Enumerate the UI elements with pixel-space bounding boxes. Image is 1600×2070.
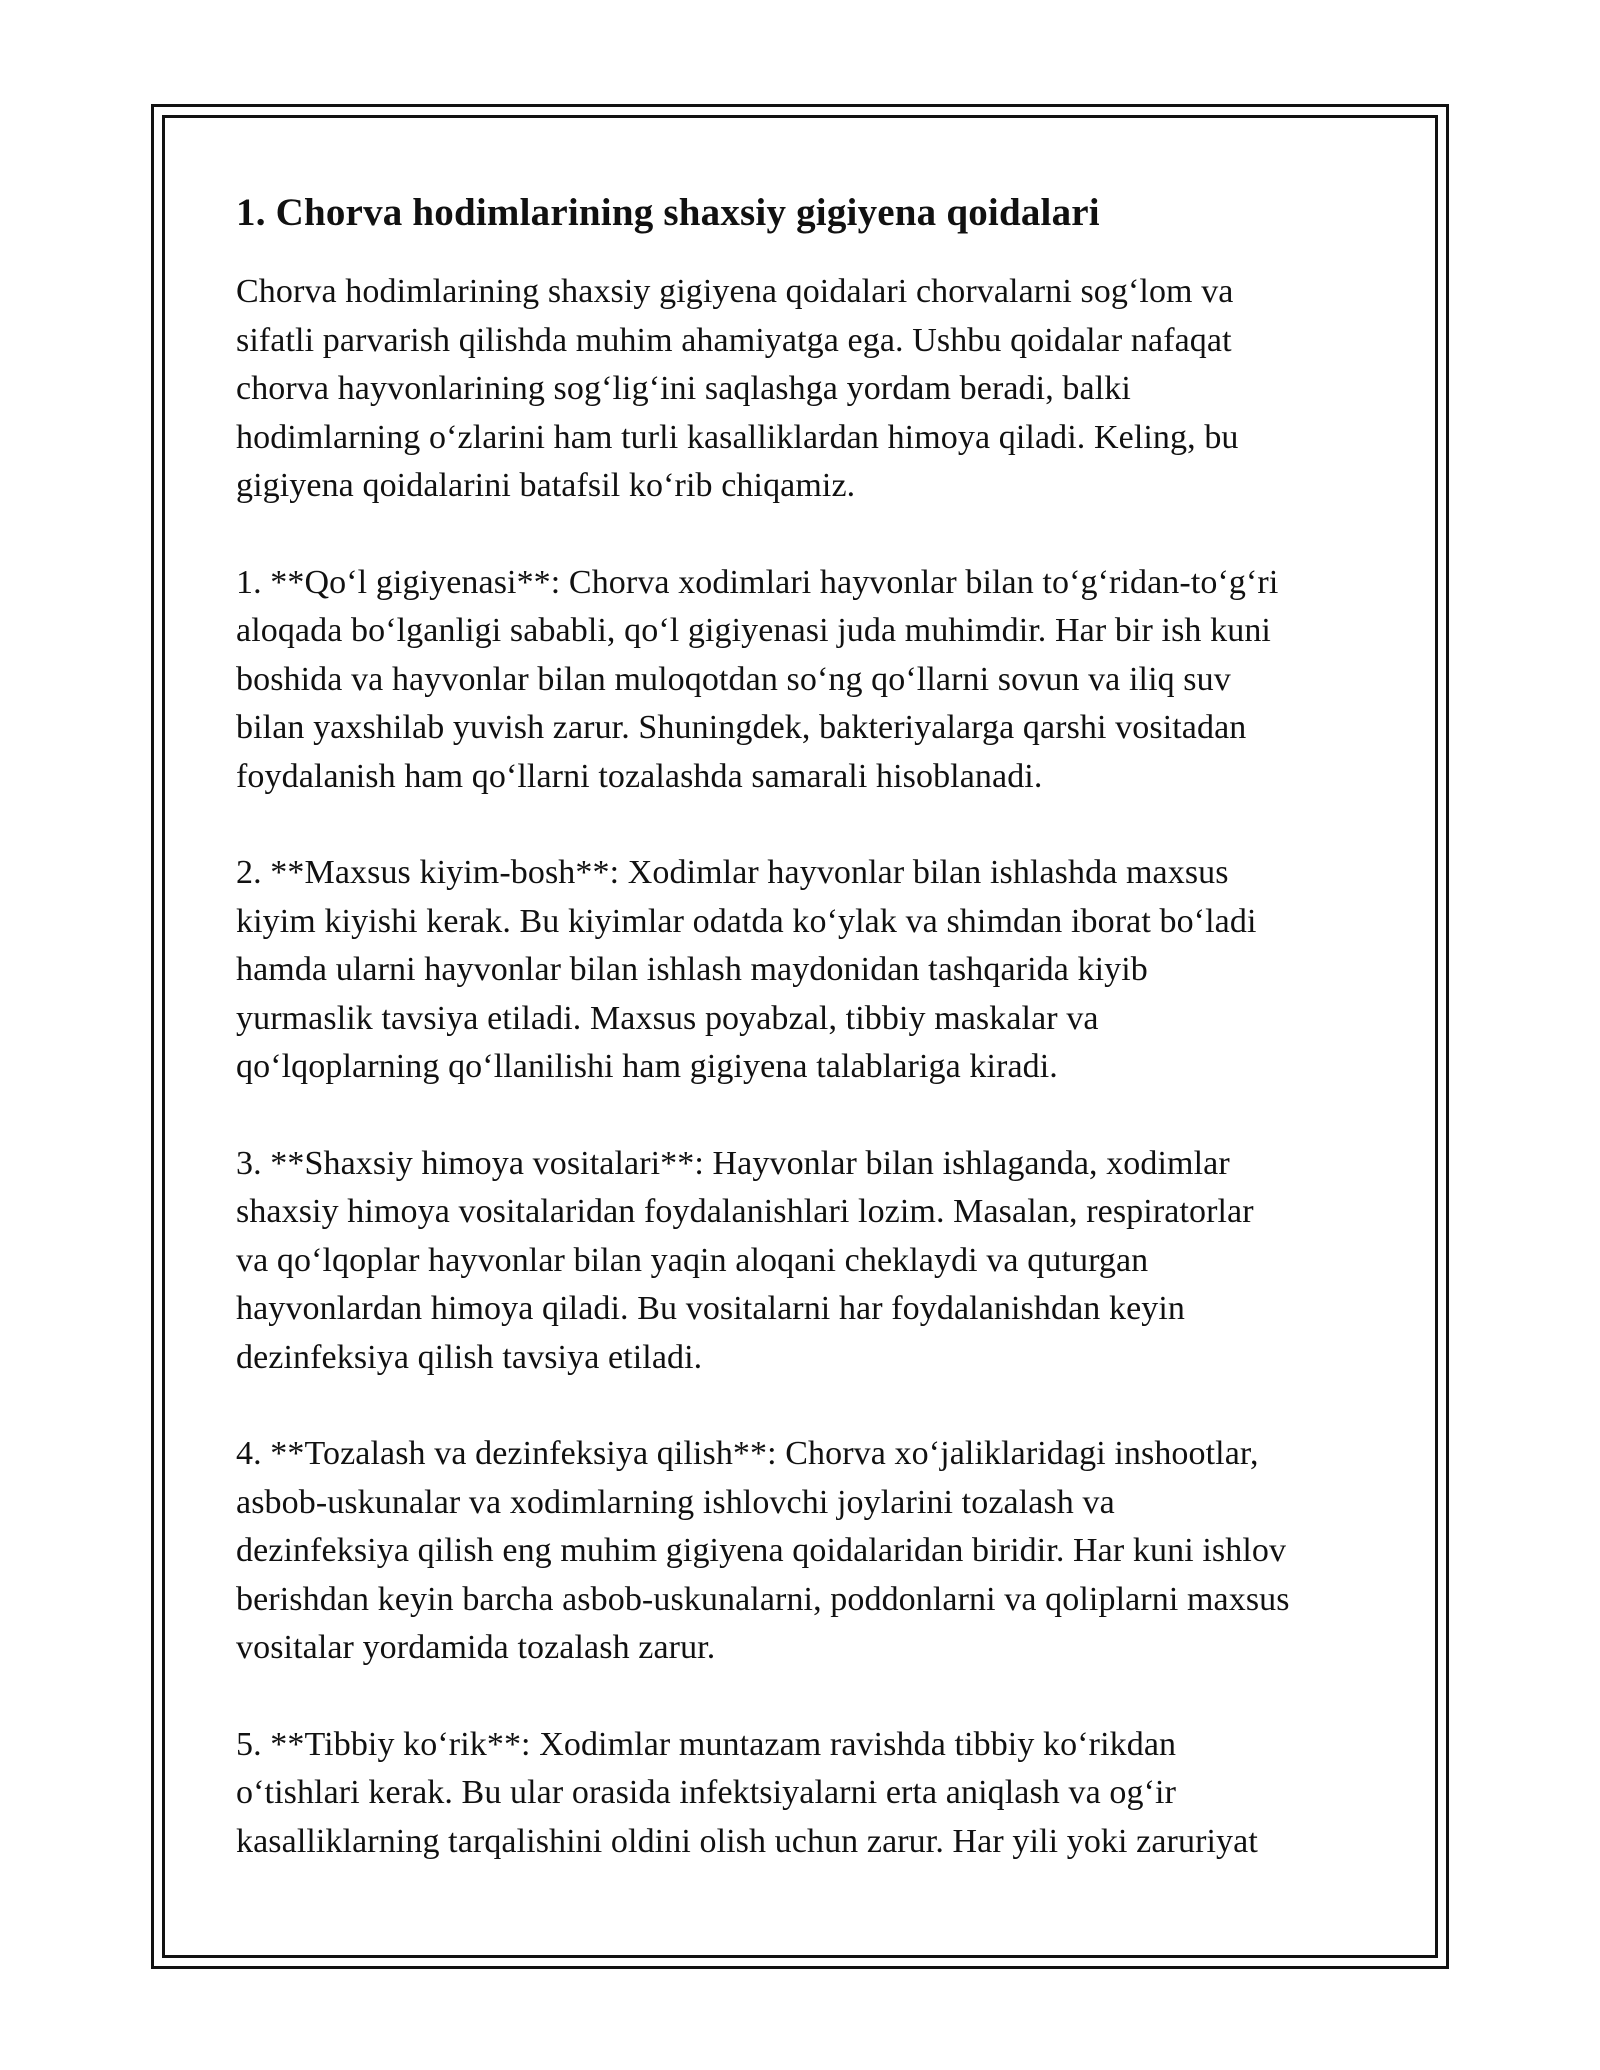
text-line: kasalliklarning tarqalishini oldini olish uchun zarur. Har yili yoki zaruriyat (236, 1822, 1258, 1860)
text-line: aloqada bo‘lganligi sababli, qo‘l gigiyenasi juda muhimdir. Har bir ish kuni (236, 612, 1271, 649)
rule-paragraph-cleaning-disinfection (236, 1430, 1372, 1673)
text-line: va qo‘lqoplar hayvonlar bilan yaqin aloqani cheklaydi va quturgan (236, 1241, 1149, 1279)
text-line: dezinfeksiya qilish tavsiya etiladi. (236, 1338, 703, 1376)
text-line: hodimlarning o‘zlarini ham turli kasalliklardan himoya qiladi. Keling, bu (236, 418, 1239, 456)
text-line: dezinfeksiya qilish eng muhim gigiyena qoidalaridan biridir. Har kuni ishlov (236, 1532, 1287, 1569)
text-line: 2. **Maxsus kiyim-bosh**: Xodimlar hayvonlar bilan ishlashda maxsus (236, 854, 1229, 891)
text-line: 5. **Tibbiy ko‘rik**: Xodimlar muntazam ravishda tibbiy ko‘rikdan (236, 1725, 1177, 1763)
text-line: hayvonlardan himoya qiladi. Bu vositalarni har foydalanishdan keyin (236, 1290, 1186, 1327)
rule-paragraph-hand-hygiene (236, 559, 1372, 802)
text-line: berishdan keyin barcha asbob-uskunalarni, poddonlarni va qoliplarni maxsus (236, 1580, 1290, 1618)
text-line: asbob-uskunalar va xodimlarning ishlovchi joylarini tozalash va (236, 1483, 1115, 1521)
document-title: 1. Chorva hodimlarining shaxsiy gigiyena qoidalari (236, 191, 1100, 234)
text-line: vositalar yordamida tozalash zarur. (236, 1629, 716, 1666)
text-line: bilan yaxshilab yuvish zarur. Shuningdek, bakteriyalarga qarshi vositadan (236, 709, 1247, 746)
rule-paragraph-protective-equipment (236, 1140, 1372, 1383)
text-line: foydalanish ham qo‘llarni tozalashda samarali hisoblanadi. (236, 757, 1043, 795)
rule-paragraph-medical-checkup (236, 1721, 1372, 1867)
intro-paragraph (236, 268, 1372, 511)
text-line: boshida va hayvonlar bilan muloqotdan so‘ng qo‘llarni sovun va iliq suv (236, 660, 1231, 698)
text-line: 3. **Shaxsiy himoya vositalari**: Hayvonlar bilan ishlaganda, xodimlar (236, 1144, 1230, 1182)
text-line: shaxsiy himoya vositalaridan foydalanishlari lozim. Masalan, respiratorlar (236, 1193, 1254, 1230)
text-line: chorva hayvonlarining sog‘lig‘ini saqlashga yordam beradi, balki (236, 370, 1131, 407)
text-line: sifatli parvarish qilishda muhim ahamiyatga ega. Ushbu qoidalar nafaqat (236, 321, 1232, 359)
text-line: kiyim kiyishi kerak. Bu kiyimlar odatda ko‘ylak va shimdan iborat bo‘ladi (236, 902, 1257, 940)
text-line: hamda ularni hayvonlar bilan ishlash maydonidan tashqarida kiyib (236, 951, 1148, 988)
text-line: gigiyena qoidalarini batafsil ko‘rib chiqamiz. (236, 467, 856, 504)
text-line: qo‘lqoplarning qo‘llanilishi ham gigiyena talablariga kiradi. (236, 1048, 1058, 1085)
rule-paragraph-special-clothing (236, 849, 1372, 1092)
text-line: 4. **Tozalash va dezinfeksiya qilish**: Chorva xo‘jaliklaridagi inshootlar, (236, 1435, 1259, 1472)
document-content (236, 184, 1372, 1914)
text-line: Chorva hodimlarining shaxsiy gigiyena qoidalari chorvalarni sog‘lom va (236, 273, 1234, 310)
text-line: yurmaslik tavsiya etiladi. Maxsus poyabzal, tibbiy maskalar va (236, 999, 1099, 1037)
text-line: 1. **Qo‘l gigiyenasi**: Chorva xodimlari hayvonlar bilan to‘g‘ridan-to‘g‘ri (236, 563, 1279, 601)
text-line: o‘tishlari kerak. Bu ular orasida infektsiyalarni erta aniqlash va og‘ir (236, 1774, 1176, 1811)
